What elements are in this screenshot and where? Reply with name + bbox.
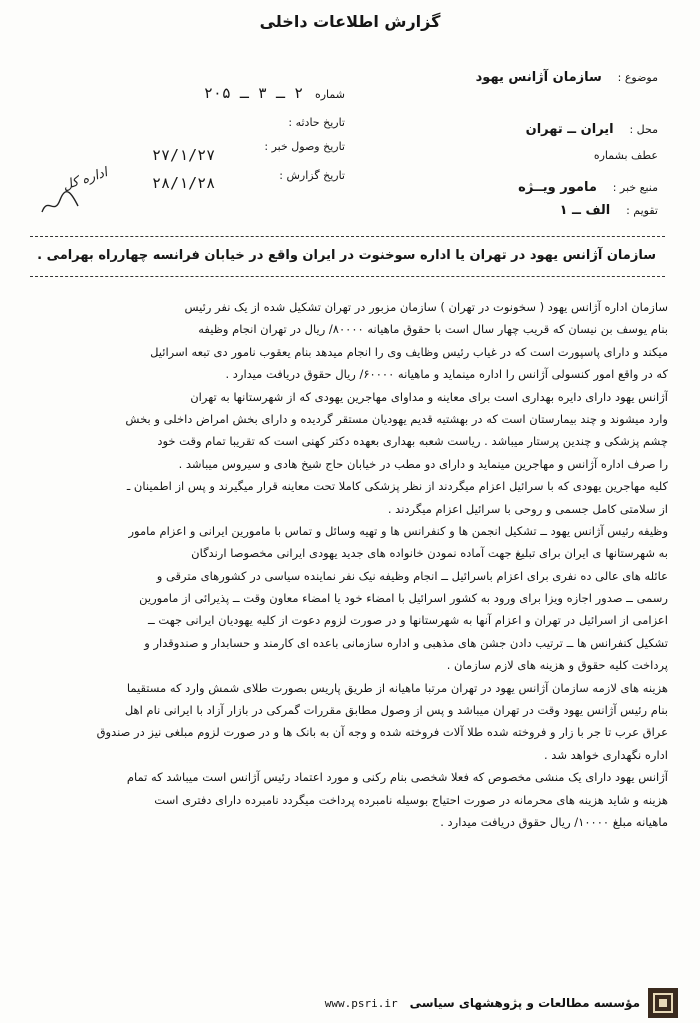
body-line: چشم پزشکی و چندین پرستار میباشد . ریاست شعبه بهداری بعهده دکتر کهنی است که تقریبا تمام وقت خود xyxy=(157,434,668,449)
event-date-label: تاریخ حادثه : xyxy=(288,116,345,129)
report-date-value xyxy=(152,174,215,192)
ref-label: عطف بشماره xyxy=(593,149,658,162)
subject-field xyxy=(476,70,658,85)
body-line: هزینه و شاید هزینه های محرمانه در صورت احتیاج بوسیله نامبرده پرداخت میگردد نامبرده دارای دفتری است xyxy=(154,792,668,807)
report-body xyxy=(36,296,668,833)
header-divider-bottom xyxy=(30,276,665,277)
body-line: اعزامی از اسرائیل در تهران و اعزام آنها به شهرستانها و در صورت لزوم دعوت از کلیه یهودیان ایرانی جهت ــ xyxy=(148,613,668,628)
institute-logo-icon xyxy=(648,988,678,1018)
body-line: عراق عرب تا جر با زار و فروخته شده طلا آلات فروخته شده و وجه آن به بانک ها و در صورت لزوم مبلغی نیز در صندوق xyxy=(96,725,668,740)
place-field xyxy=(526,122,658,137)
source-label: منبع خبر : xyxy=(612,181,658,194)
report-date-label: تاریخ گزارش : xyxy=(279,169,345,182)
institute-name: مؤسسه مطالعات و پژوهشهای سیاسی xyxy=(409,996,640,1010)
place-value: ایران ــ تهران xyxy=(525,122,614,137)
body-line: وارد میشوند و چند بیمارستان است که در بهشتیه قدیم یهودیان مستقر گردیده و دارای بخش امراض داخلی و بخش xyxy=(125,411,668,426)
body-line: رسمی ــ صدور اجازه ویزا برای ورود به کشور اسرائیل با امضاء خود یا امضاء معاون وقت ــ پذیرائی از مامورین xyxy=(139,591,668,606)
institute-url: www.psri.ir xyxy=(324,996,398,1010)
report-title: گزارش اطلاعات داخلی xyxy=(259,12,441,31)
subject-line: سازمان آژانس یهود در تهران یا اداره سوخنوت در ایران واقع در خیابان فرانسه چهارراه بهرامی . xyxy=(37,248,656,263)
subject-value: سازمان آژانس یهود xyxy=(475,70,602,85)
rating-label: تقویم : xyxy=(626,204,658,217)
number-label: شماره xyxy=(314,88,345,101)
received-date-text: ۲۷/۱/۲۷ xyxy=(152,146,216,164)
report-date-text: ۲۸/۱/۲۸ xyxy=(152,174,216,192)
body-line: آژانس یهود دارای یک منشی مخصوص که فعلا شخصی بنام رکنی و مورد اعتماد رئیس آژانس است میباشد که تمام xyxy=(126,770,668,785)
body-line: سازمان اداره آژانس یهود ( سخونوت در تهران ) سازمان مزبور در تهران تشکیل شده از یک نفر رئیس xyxy=(184,300,668,314)
received-date-field xyxy=(264,139,345,153)
body-line: کلیه مهاجرین یهودی که با سرائیل اعزام میگردند از نظر پزشکی کاملا تحت معاینه قرار میگیرند و پس از اطمینان ـ xyxy=(126,479,668,494)
handwritten-note: اداره کل xyxy=(60,165,110,194)
rating-field xyxy=(560,203,658,218)
report-date-field xyxy=(279,168,345,182)
body-line: که در واقع امور کنسولی آژانس را اداره مینماید و ماهیانه ۶۰۰۰۰/ ریال حقوق دریافت میدارد . xyxy=(225,367,668,382)
number-value: ۲ ـ ۳ ـ ۲۰۵ xyxy=(203,84,304,102)
body-line: از سلامتی کامل جسمی و روحی با سرائیل اعزام میگردند . xyxy=(387,501,668,516)
received-date-value xyxy=(152,146,215,164)
event-date-field xyxy=(288,115,345,129)
subject-label: موضوع : xyxy=(617,71,658,84)
body-line: بنام یوسف بن نیسان که قریب چهار سال است با حقوق ماهیانه ۸۰۰۰۰/ ریال در تهران انجام وظیفه xyxy=(198,322,668,337)
number-field xyxy=(204,84,345,102)
body-line: میکند و دارای پاسپورت است که در غیاب رئیس وظایف وی را انجام میدهد بنام یعقوب نامور دی تبعه اسرائیل xyxy=(150,344,668,359)
source-field xyxy=(518,180,658,195)
body-line: وظیفه رئیس آژانس یهود ــ تشکیل انجمن ها و کنفرانس ها و تهیه وسائل و تماس با مامورین ایرانی و اعزام مامور xyxy=(128,523,668,538)
body-line: ماهیانه مبلغ ۱۰۰۰۰/ ریال حقوق دریافت میدارد . xyxy=(440,814,668,829)
body-line: آژانس یهود دارای دایره بهداری است برای معاینه و مداوای مهاجرین یهودی که از شهرستانها به تهران xyxy=(190,389,668,404)
rating-value: الف ــ ۱ xyxy=(559,203,611,218)
received-date-label: تاریخ وصول خبر : xyxy=(264,140,345,153)
institute-watermark xyxy=(325,988,678,1018)
body-line: تشکیل کنفرانس ها ــ ترتیب دادن جشن های مذهبی و اداره سازمانی باعده ای کارمند و حسابدار و صندوقدار و xyxy=(144,635,668,650)
body-line: اداره نگهداری خواهد شد . xyxy=(543,747,668,762)
body-line: عائله های عالی ده نفری برای اعزام باسرائیل ــ انجام وظیفه نیک نفر نماینده سیاسی در کشورهای مترقی و xyxy=(156,568,668,583)
body-line: هزینه های لازمه سازمان آژانس یهود در تهران مرتبا ماهیانه از طریق پاریس بصورت طلای شمش وارد که مستقیما xyxy=(126,680,668,695)
handwritten-scribble-icon xyxy=(40,190,80,218)
body-line: پرداخت کلیه حقوق و هزینه های لازم سازمان . xyxy=(446,658,668,673)
body-line: به شهرستانها ی ایران برای تبلیغ جهت آماده نمودن خانواده های جدید یهودی ایرانی مخصوصا ارندگان xyxy=(191,546,668,561)
header-divider-top xyxy=(30,236,665,237)
body-line: بنام رئیس آژانس یهود وقت در تهران میباشد و پس از وصول مطابق مقررات گمرکی در بازار آزاد با ایرانی نام اهل xyxy=(124,703,668,718)
place-label: محل : xyxy=(629,123,658,136)
ref-field xyxy=(594,148,658,162)
source-value: مامور ویــژه xyxy=(518,180,597,195)
body-line: را صرف اداره آژانس و مهاجرین مینماید و دارای دو مطب در خیابان حاج شیخ هادی و سیروس میباشد . xyxy=(178,456,668,471)
